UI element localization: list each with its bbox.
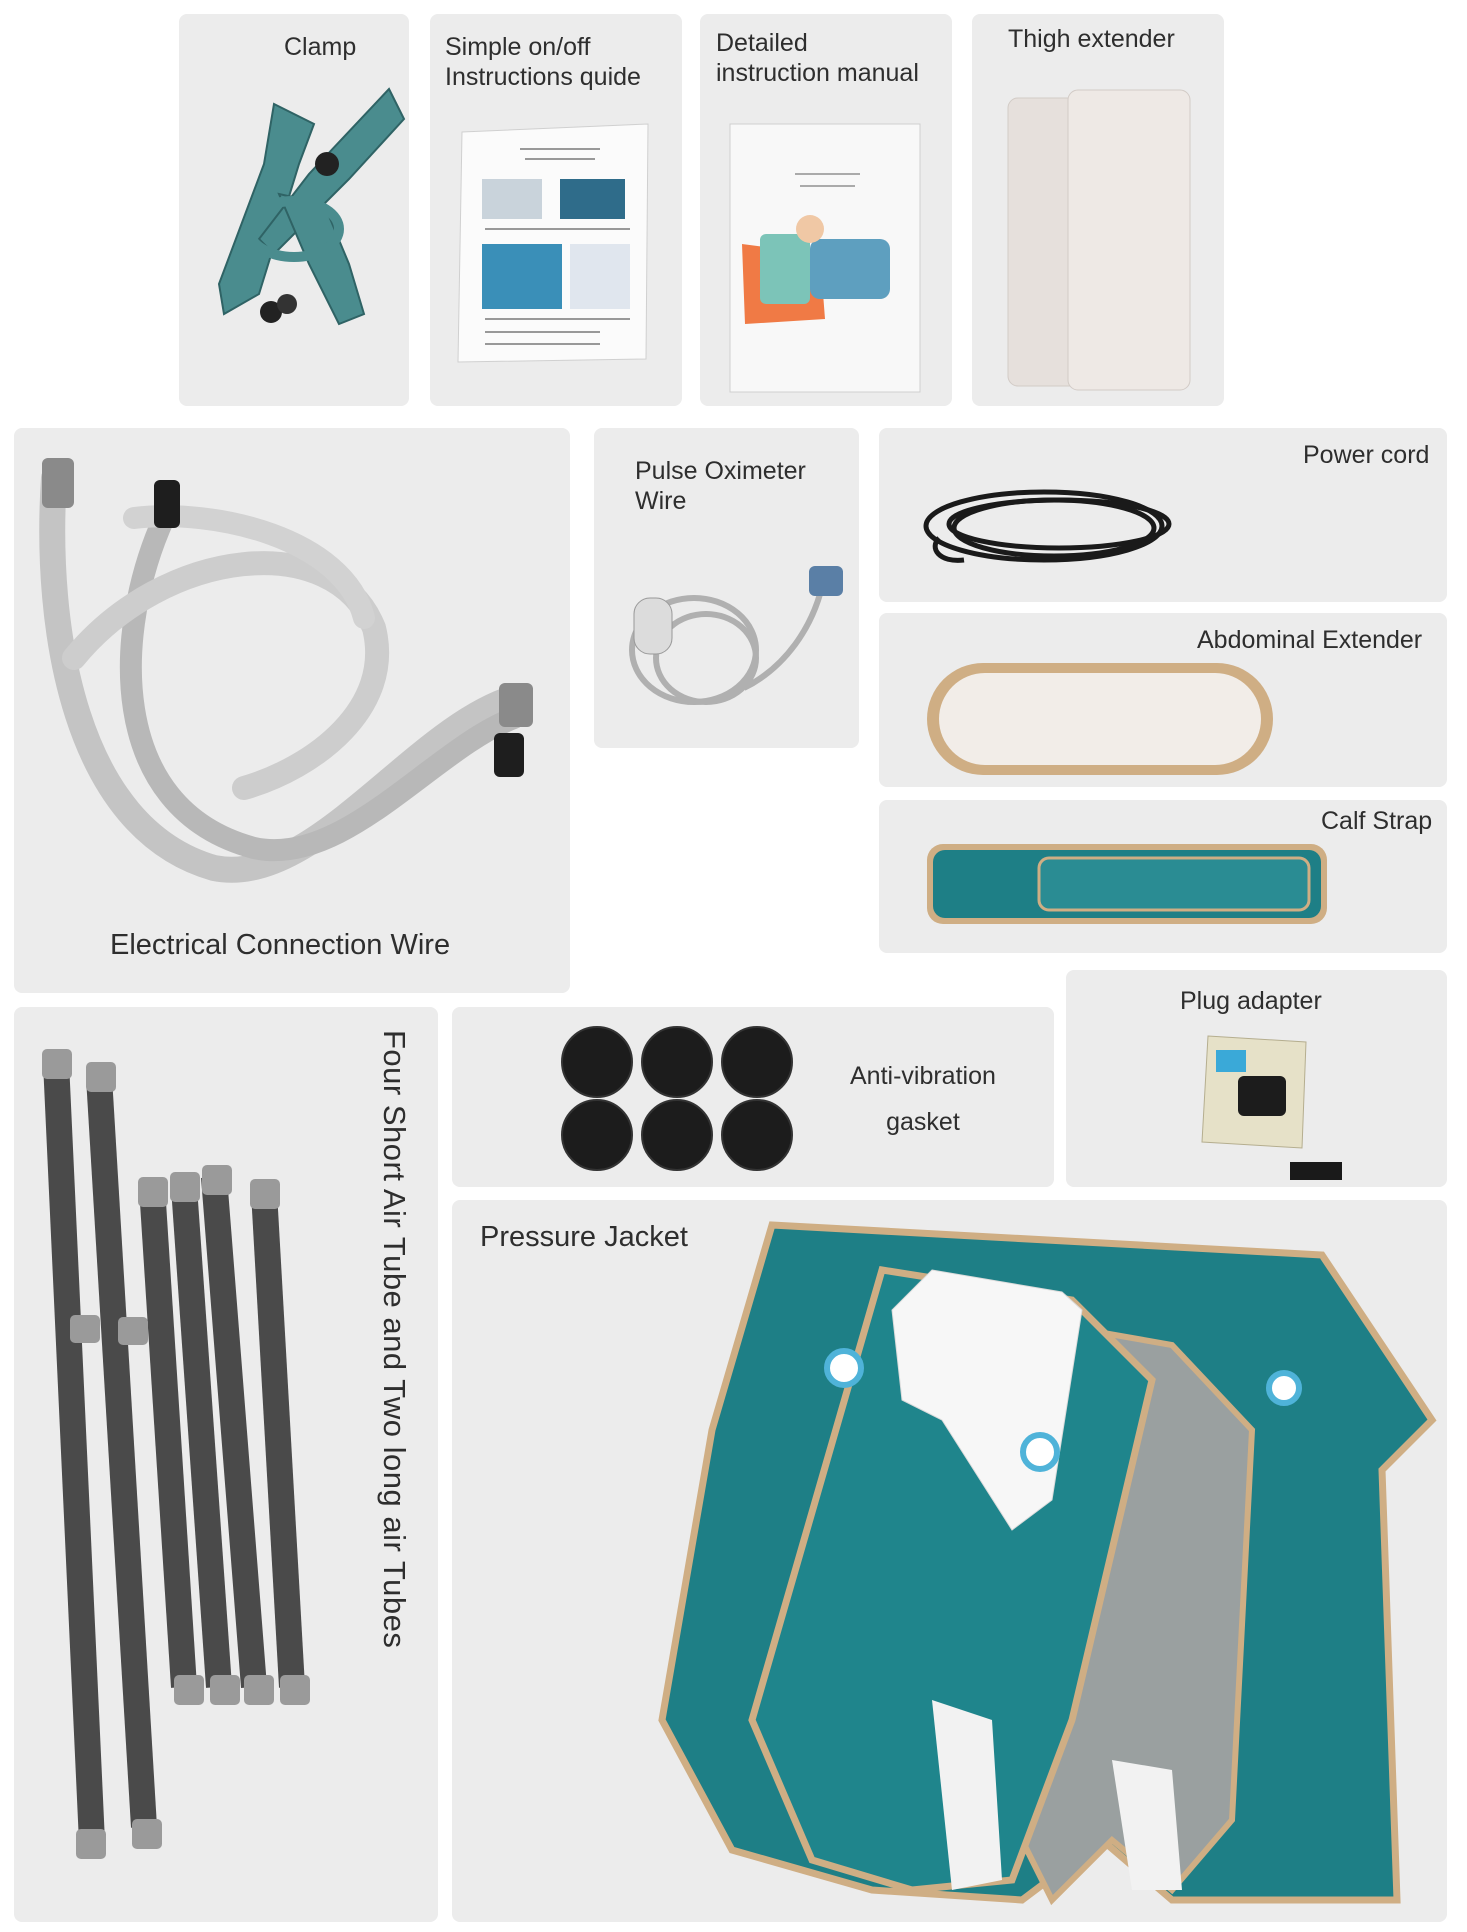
power-cord-image	[879, 428, 1447, 602]
detailed-manual-card	[700, 14, 952, 406]
calf-strap-label: Calf Strap	[1321, 807, 1433, 835]
detailed-manual-label: Detailed instruction manual	[716, 29, 919, 87]
pressure-jacket-image	[452, 1200, 1447, 1922]
clamp-label: Clamp	[284, 33, 357, 61]
calf-strap-card	[879, 800, 1447, 953]
simple-guide-card	[430, 14, 682, 406]
pressure-jacket-card	[452, 1200, 1447, 1922]
electrical-wire-image	[14, 428, 570, 993]
abdominal-extender-card	[879, 613, 1447, 787]
clamp-image	[179, 14, 409, 406]
power-cord-label: Power cord	[1303, 441, 1430, 469]
pulse-wire-card	[594, 428, 859, 748]
anti-vibration-card	[452, 1007, 1054, 1187]
thigh-extender-image	[972, 14, 1224, 406]
simple-guide-label: Simple on/off Instructions quide	[445, 33, 641, 91]
thigh-extender-label: Thigh extender	[1008, 25, 1175, 53]
quick-guide-sheet-image	[430, 14, 682, 406]
calf-strap-image	[879, 800, 1447, 953]
plug-adapter-label: Plug adapter	[1180, 987, 1322, 1015]
plug-adapter-card	[1066, 970, 1447, 1187]
thigh-extender-card	[972, 14, 1224, 406]
pressure-jacket-label: Pressure Jacket	[480, 1221, 688, 1253]
air-tubes-label: Four Short Air Tube and Two long air Tubes	[377, 1030, 412, 1649]
clamp-card	[179, 14, 409, 406]
electrical-wire-card	[14, 428, 570, 993]
abdominal-extender-image	[879, 613, 1447, 787]
pulse-wire-label: Pulse Oximeter Wire	[635, 457, 806, 515]
abdominal-extender-label: Abdominal Extender	[1197, 626, 1423, 654]
plug-adapter-image	[1066, 970, 1447, 1187]
anti-vibration-label: Anti-vibration gasket	[850, 1062, 996, 1136]
electrical-wire-label: Electrical Connection Wire	[110, 929, 451, 961]
manual-booklet-image	[700, 14, 952, 406]
power-cord-card	[879, 428, 1447, 602]
pulse-wire-image	[594, 428, 859, 748]
